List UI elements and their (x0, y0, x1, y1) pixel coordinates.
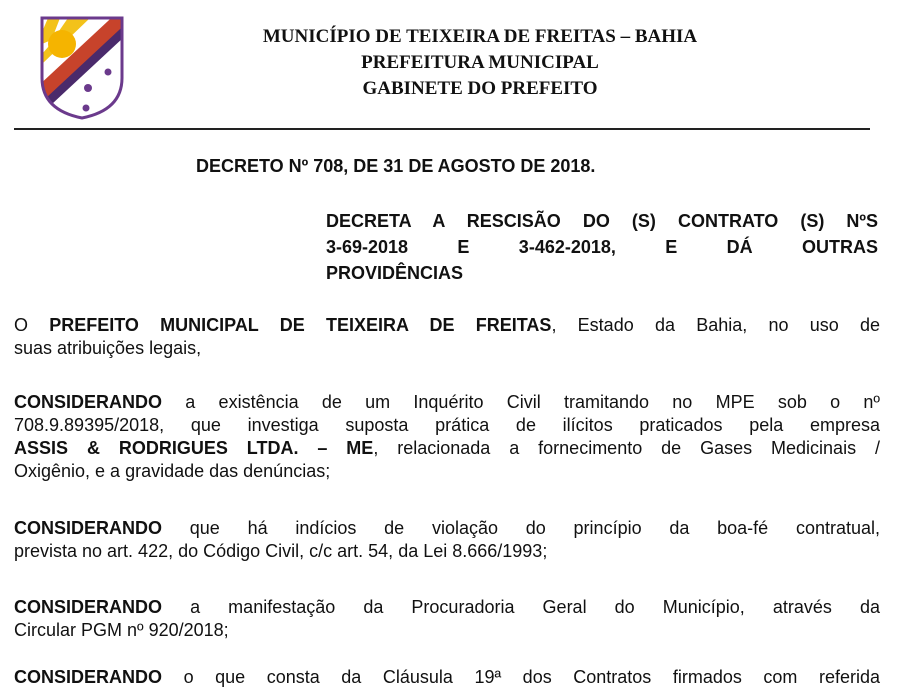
paragraph-line (14, 391, 880, 414)
paragraph-line (14, 517, 880, 540)
star-dot (83, 105, 90, 112)
company-name: ASSIS & RODRIGUES LTDA. – ME (14, 438, 374, 458)
header-cabinet: GABINETE DO PREFEITO (362, 78, 598, 99)
considering-keyword: CONSIDERANDO (14, 392, 163, 412)
text-fragment: a manifestação da Procuradoria Geral do Município, através da (162, 597, 880, 617)
header-divider (14, 128, 870, 130)
preamble-paragraph (14, 314, 880, 360)
considering-keyword: CONSIDERANDO (14, 667, 163, 687)
text-fragment: , Estado da Bahia, no uso de (551, 315, 880, 335)
municipal-coat-of-arms (38, 14, 126, 122)
text-fragment: O (14, 315, 50, 335)
header-prefecture: PREFEITURA MUNICIPAL (361, 52, 599, 73)
paragraph-line (14, 596, 880, 619)
paragraph-line: suas atribuições legais, (14, 338, 202, 358)
text-fragment: , relacionada a fornecimento de Gases Medicinais / (373, 438, 880, 458)
text-fragment: que há indícios de violação do princípio da boa-fé contratual, (162, 518, 880, 538)
considering-paragraph-3 (14, 596, 880, 642)
decree-title: DECRETO Nº 708, DE 31 DE AGOSTO DE 2018. (196, 156, 596, 176)
summary-line: PROVIDÊNCIAS (326, 263, 464, 283)
document-header (220, 24, 740, 102)
summary-line: 3-69-2018 E 3-462-2018, E DÁ OUTRAS (326, 237, 878, 257)
considering-paragraph-1 (14, 391, 880, 483)
paragraph-line: 708.9.89395/2018, que investiga suposta prática de ilícitos praticados pela empresa (14, 415, 880, 435)
paragraph-line: Oxigênio, e a gravidade das denúncias; (14, 461, 331, 481)
header-municipality: MUNICÍPIO DE TEIXEIRA DE FREITAS – BAHIA (262, 26, 698, 47)
star-dot (105, 69, 112, 76)
paragraph-line (14, 437, 880, 460)
considering-keyword: CONSIDERANDO (14, 597, 163, 617)
text-fragment: o que consta da Cláusula 19ª dos Contratos firmados com referida (162, 667, 880, 687)
mayor-title: PREFEITO MUNICIPAL DE TEIXEIRA DE FREITAS (49, 315, 552, 335)
paragraph-line (14, 666, 880, 689)
paragraph-line: Circular PGM nº 920/2018; (14, 620, 229, 640)
considering-paragraph-2 (14, 517, 880, 563)
paragraph-line: prevista no art. 422, do Código Civil, c/c art. 54, da Lei 8.666/1993; (14, 541, 548, 561)
paragraph-line (14, 314, 880, 337)
text-fragment: a existência de um Inquérito Civil tramitando no MPE sob o nº (162, 392, 880, 412)
sun-disc (48, 30, 76, 58)
decree-summary (326, 208, 878, 286)
star-dot (84, 84, 92, 92)
considering-paragraph-4 (14, 666, 880, 689)
summary-line: DECRETA A RESCISÃO DO (S) CONTRATO (S) NºS (326, 211, 878, 231)
considering-keyword: CONSIDERANDO (14, 518, 163, 538)
